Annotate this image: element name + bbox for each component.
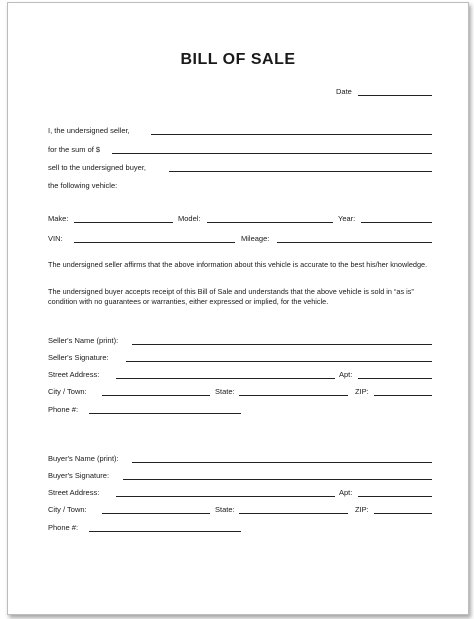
buyer-zip-field[interactable]	[374, 513, 432, 514]
make-label: Make:	[48, 214, 69, 223]
sum-label: for the sum of $	[48, 145, 101, 154]
buyer-phone-field[interactable]	[89, 531, 241, 532]
seller-affirmation-text: The undersigned seller affirms that the above information about this vehicle is accurate to the best his/her knowledge.	[48, 260, 428, 269]
buyer-name-field[interactable]	[132, 462, 432, 463]
buyer-signature-field[interactable]	[123, 479, 432, 480]
buyer-acceptance-text: The undersigned buyer accepts receipt of this Bill of Sale and understands that the above vehicle is sold in “as is” condition with no guarantees or warranties, either expressed or implied, for the vehicle.	[48, 287, 414, 306]
form-title: BILL OF SALE	[180, 51, 296, 68]
model-label: Model:	[178, 214, 201, 223]
vin-label: VIN:	[48, 234, 63, 243]
buyer-phone-label: Phone #:	[48, 523, 79, 532]
year-label: Year:	[338, 214, 356, 223]
seller-apt-field[interactable]	[358, 378, 432, 379]
buyer-state-label: State:	[215, 505, 235, 514]
seller-street-field[interactable]	[116, 378, 335, 379]
mileage-field[interactable]	[277, 242, 432, 243]
buyer-apt-field[interactable]	[358, 496, 432, 497]
seller-phone-field[interactable]	[89, 413, 241, 414]
buyer-intro-field[interactable]	[169, 171, 432, 172]
seller-apt-label: Apt:	[339, 370, 353, 379]
seller-city-field[interactable]	[102, 395, 210, 396]
seller-zip-field[interactable]	[374, 395, 432, 396]
make-field[interactable]	[74, 222, 173, 223]
buyer-signature-label: Buyer's Signature:	[48, 471, 110, 480]
bill-of-sale-form	[7, 2, 469, 615]
seller-state-field[interactable]	[239, 395, 348, 396]
buyer-city-field[interactable]	[102, 513, 210, 514]
buyer-name-label: Buyer's Name (print):	[48, 454, 119, 463]
mileage-label: Mileage:	[241, 234, 270, 243]
seller-signature-label: Seller's Signature:	[48, 353, 109, 362]
buyer-apt-label: Apt:	[339, 488, 353, 497]
buyer-zip-label: ZIP:	[355, 505, 369, 514]
year-field[interactable]	[361, 222, 432, 223]
sum-field[interactable]	[112, 153, 432, 154]
buyer-street-label: Street Address:	[48, 488, 100, 497]
vehicle-intro-label: the following vehicle:	[48, 181, 118, 190]
buyer-city-label: City / Town:	[48, 505, 87, 514]
seller-signature-field[interactable]	[126, 361, 432, 362]
date-field[interactable]	[358, 95, 432, 96]
seller-intro-field[interactable]	[151, 134, 432, 135]
model-field[interactable]	[207, 222, 333, 223]
date-label: Date	[336, 87, 352, 96]
seller-name-field[interactable]	[132, 344, 432, 345]
seller-street-label: Street Address:	[48, 370, 100, 379]
seller-phone-label: Phone #:	[48, 405, 79, 414]
seller-state-label: State:	[215, 387, 235, 396]
buyer-street-field[interactable]	[116, 496, 335, 497]
vin-field[interactable]	[74, 242, 235, 243]
seller-intro-label: I, the undersigned seller,	[48, 126, 130, 135]
seller-name-label: Seller's Name (print):	[48, 336, 119, 345]
seller-zip-label: ZIP:	[355, 387, 369, 396]
seller-city-label: City / Town:	[48, 387, 87, 396]
buyer-state-field[interactable]	[239, 513, 348, 514]
buyer-intro-label: sell to the undersigned buyer,	[48, 163, 146, 172]
